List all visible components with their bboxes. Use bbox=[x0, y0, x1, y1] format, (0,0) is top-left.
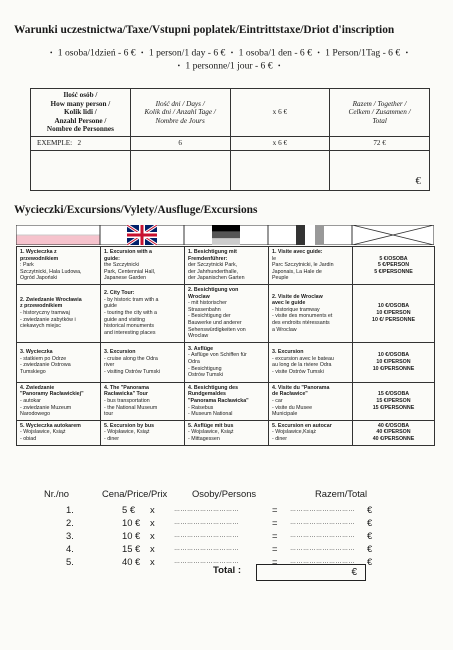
excursion-price-cell bbox=[353, 342, 435, 382]
excursion-price: 40 €/PERSON bbox=[376, 429, 411, 436]
times-sign: x bbox=[150, 543, 155, 554]
excursion-text: 5. Excursion en autocar bbox=[272, 422, 332, 429]
excursion-text: river bbox=[104, 362, 115, 369]
excursion-text: Park, Centennial Hall, bbox=[104, 268, 156, 275]
example-label: EXEMPLE: bbox=[37, 138, 73, 147]
excursion-text: "Panorama Racławicka" bbox=[188, 397, 249, 404]
persons-header-line: Kolik lidi / bbox=[64, 108, 97, 117]
excursion-text: Tumskiego bbox=[20, 368, 46, 375]
summary-row bbox=[40, 517, 440, 529]
excursion-price-cell bbox=[353, 420, 435, 445]
row-number: 1. bbox=[66, 504, 74, 515]
excursion-text: le bbox=[272, 255, 277, 262]
excursion-text: 5. Wycieczka autokarem bbox=[20, 422, 81, 429]
row-price: 40 € bbox=[122, 556, 141, 567]
summary-row bbox=[40, 530, 440, 542]
example-days-cell: 6 bbox=[130, 136, 230, 150]
excursion-row bbox=[17, 284, 435, 342]
row-euro-sign: € bbox=[367, 556, 373, 567]
persons-blank[interactable]: ………………………… bbox=[174, 559, 239, 565]
blank-total-cell[interactable] bbox=[330, 150, 430, 190]
excursion-text: Peuple bbox=[272, 275, 289, 282]
total-blank[interactable]: ………………………… bbox=[290, 559, 355, 565]
excursion-price: 10 €/PERSONNE bbox=[372, 365, 415, 372]
excursion-text: - car bbox=[272, 397, 283, 404]
excursion-text: guide and visiting bbox=[104, 316, 145, 323]
excursion-price: 10 €/OSOBA bbox=[377, 352, 410, 359]
bullet: • bbox=[49, 49, 53, 57]
excursion-price: 10 €/PERSON bbox=[376, 310, 411, 317]
excursion-text: - visite Ostrów Tumski bbox=[272, 368, 324, 375]
total-field[interactable] bbox=[256, 564, 366, 581]
bullet: • bbox=[141, 49, 144, 57]
euro-sign: € bbox=[415, 174, 421, 187]
excursion-text: 2. Besichtigung von bbox=[188, 286, 239, 293]
total-blank[interactable]: ………………………… bbox=[290, 533, 355, 539]
excursion-text: Szczytnicki, Hala Ludowa, bbox=[20, 268, 82, 275]
excursion-price: 15 €/PERSONNE bbox=[372, 404, 415, 411]
excursion-text: historical monuments bbox=[104, 323, 155, 330]
excursion-cell-en bbox=[101, 284, 185, 342]
excursion-text: tour bbox=[104, 411, 114, 418]
excursion-text: - Asflüge von Schiffen für bbox=[188, 352, 247, 359]
excursion-cell-de bbox=[185, 382, 269, 420]
row-number: 4. bbox=[66, 543, 74, 554]
days-header-line: Kolik dni / Anzahl Tage / bbox=[144, 108, 216, 117]
excursion-text: Strassenbahn bbox=[188, 306, 221, 313]
excursion-text: - touring the city with a bbox=[104, 310, 157, 317]
excursion-text: au long de la riviere Odra bbox=[272, 362, 332, 369]
excursion-text: 1. Wycieczka z bbox=[20, 249, 57, 255]
excursion-price: 10 €/ PERSONNE bbox=[372, 316, 415, 323]
excursion-text: 4. Visite du "Panorama bbox=[272, 384, 330, 391]
row-euro-sign: € bbox=[367, 530, 373, 541]
excursion-text: guide bbox=[104, 303, 117, 310]
excursion-cell-pl bbox=[17, 420, 101, 445]
excursion-text: Bauwerke und anderer bbox=[188, 319, 242, 326]
calc-blank-row bbox=[31, 150, 430, 190]
excursion-text: 2. Zwiedzanie Wrocławia bbox=[20, 296, 82, 303]
persons-blank[interactable]: ………………………… bbox=[174, 546, 239, 552]
total-label: Total : bbox=[213, 565, 242, 576]
equals-sign: = bbox=[272, 517, 278, 528]
rates-line bbox=[14, 47, 444, 73]
excursion-cell-fr bbox=[269, 284, 353, 342]
persons-header-line: Nombre de Personnes bbox=[46, 125, 114, 134]
excursion-price: 40 €/OSOBA bbox=[377, 422, 410, 429]
uk-flag-icon bbox=[100, 225, 184, 245]
excursion-cell-pl bbox=[17, 284, 101, 342]
excursion-cell-de bbox=[185, 420, 269, 445]
excursion-cell-fr bbox=[269, 382, 353, 420]
french-flag-icon bbox=[268, 225, 352, 245]
excursions-body bbox=[17, 247, 435, 446]
flags-row bbox=[16, 225, 434, 245]
days-header-line: Ilość dni / Days / bbox=[155, 99, 205, 108]
excursion-text: Japonais, La Hale de bbox=[272, 268, 322, 275]
bullet: • bbox=[230, 49, 234, 57]
excursion-text: - mit historischer bbox=[188, 300, 227, 307]
blank-persons-cell[interactable] bbox=[31, 150, 131, 190]
excursion-cell-en bbox=[101, 420, 185, 445]
excursion-cell-en bbox=[101, 342, 185, 382]
excursion-text: der Japanischen Garten bbox=[188, 275, 245, 282]
excursion-text: 4. Besichtigung des bbox=[188, 384, 239, 391]
excursion-text: - Museum National bbox=[188, 411, 233, 418]
example-persons-cell bbox=[31, 136, 131, 150]
excursion-text: and interesting places bbox=[104, 329, 156, 336]
excursion-text: - Besichtigung der bbox=[188, 313, 231, 320]
row-price: 10 € bbox=[122, 517, 141, 528]
excursions-title: Wycieczki/Excursions/Vylety/Ausfluge/Excursions bbox=[14, 204, 258, 216]
excursion-text: - zwiedzanie zabytków i bbox=[20, 316, 76, 323]
bullet: • bbox=[317, 49, 320, 57]
excursion-cell-fr bbox=[269, 342, 353, 382]
excursion-text: z przewodnikiem bbox=[20, 303, 63, 310]
excursion-text: 2. Visite de Wroclaw bbox=[272, 293, 323, 300]
calculation-table bbox=[30, 88, 430, 191]
equals-sign: = bbox=[272, 543, 278, 554]
german-flag-icon bbox=[184, 225, 268, 245]
excursion-text: Rundgemaldes bbox=[188, 391, 226, 398]
equals-sign: = bbox=[272, 556, 278, 567]
excursion-price: 15 €/PERSON bbox=[376, 397, 411, 404]
excursion-text: - Wojslawice,Książ bbox=[272, 429, 317, 436]
excursion-text: Municipale bbox=[272, 411, 298, 418]
excursion-text: - Mittagessen bbox=[188, 435, 220, 442]
excursion-text: a Wroclaw bbox=[272, 326, 297, 333]
row-price: 10 € bbox=[122, 530, 141, 541]
excursion-text: - zwiedzanie Ostrowa bbox=[20, 362, 71, 369]
persons-header-line: Ilość osób / bbox=[63, 91, 98, 99]
bullet: • bbox=[277, 61, 281, 70]
excursion-row bbox=[17, 247, 435, 285]
excursion-text: : Park bbox=[20, 262, 34, 269]
excursions-table bbox=[16, 246, 435, 446]
excursion-text: 1. Visite avec guide: bbox=[272, 249, 323, 255]
equals-sign: = bbox=[272, 504, 278, 515]
polish-flag-icon bbox=[16, 225, 100, 245]
excursion-text: Wroclaw bbox=[188, 333, 209, 340]
excursion-price: 5 €/PERSON bbox=[377, 262, 410, 269]
total-blank[interactable]: ………………………… bbox=[290, 520, 355, 526]
excursion-text: avec le guide bbox=[272, 300, 306, 307]
excursion-cell-fr bbox=[269, 247, 353, 285]
persons-header bbox=[31, 89, 131, 137]
total-header-line: Total bbox=[372, 116, 387, 125]
excursion-text: de Racławice" bbox=[272, 391, 308, 398]
excursion-text: the Szczytnicki bbox=[104, 262, 140, 269]
excursion-text: der Jahrhunderthalle, bbox=[188, 268, 239, 275]
calc-header-row bbox=[31, 89, 430, 137]
excursion-text: - historique tramway bbox=[272, 306, 320, 313]
example-persons-value: 2 bbox=[77, 138, 82, 147]
excursion-text: Parc Szczytnicki, le Jardin bbox=[272, 262, 334, 269]
excursion-text: - historyczny tramwaj bbox=[20, 310, 70, 317]
rate-en: 1 person/1 day - 6 € bbox=[148, 47, 226, 59]
excursion-text: Fremdenführer: bbox=[188, 255, 228, 262]
excursion-text: 5. Excursion by bus bbox=[104, 422, 155, 429]
excursion-text: - excursion avec le bateau bbox=[272, 355, 334, 362]
persons-header-line: How many person / bbox=[50, 99, 111, 108]
excursion-text: - Wojslawice, Książ bbox=[20, 429, 66, 436]
excursion-cell-en bbox=[101, 382, 185, 420]
row-number: 5. bbox=[66, 556, 74, 567]
participation-terms-title: Warunki uczestnictwa/Taxe/Vstupni poplatek/Eintrittstaxe/Driot d'inscription bbox=[14, 24, 395, 36]
excursion-row bbox=[17, 342, 435, 382]
summary-total-header: Razem/Total bbox=[315, 488, 368, 499]
excursion-cell-pl bbox=[17, 247, 101, 285]
blank-multiplier-cell[interactable] bbox=[230, 150, 330, 190]
total-blank[interactable]: ………………………… bbox=[290, 546, 355, 552]
rate-de: 1 Person/1Tag - 6 € bbox=[325, 47, 401, 59]
excursion-text: "Panoramy Racławickiej" bbox=[20, 391, 84, 398]
total-euro-sign: € bbox=[351, 567, 357, 578]
excursion-text: - autokar bbox=[20, 397, 41, 404]
equals-sign: = bbox=[272, 530, 278, 541]
excursion-text: 1. Excursion with a bbox=[104, 249, 152, 255]
excursion-text: - visiting Ostrów Tumski bbox=[104, 368, 160, 375]
excursion-text: des endroits ntéressants bbox=[272, 319, 330, 326]
bullet: • bbox=[177, 61, 181, 70]
days-header bbox=[130, 89, 230, 137]
times-sign: x bbox=[150, 556, 155, 567]
excursion-price: 40 €/PERSONNE bbox=[372, 435, 415, 442]
persons-header-line: Anzahl Persone / bbox=[54, 116, 107, 125]
persons-blank[interactable]: ………………………… bbox=[174, 533, 239, 539]
excursion-cell-en bbox=[101, 247, 185, 285]
excursion-text: 2. City Tour: bbox=[104, 290, 135, 297]
excursion-cell-de bbox=[185, 247, 269, 285]
excursion-price-cell bbox=[353, 382, 435, 420]
row-euro-sign: € bbox=[367, 517, 373, 528]
excursion-text: przewodnikiem bbox=[20, 255, 59, 262]
row-price: 15 € bbox=[122, 543, 141, 554]
excursion-text: ciekawych miejsc bbox=[20, 323, 61, 330]
excursion-text: 3. Excursion bbox=[272, 349, 304, 356]
bullet: • bbox=[405, 49, 409, 57]
excursion-price: 5 €/PERSONNE bbox=[374, 268, 413, 275]
excursion-text: - Raisebus bbox=[188, 404, 214, 411]
row-number: 2. bbox=[66, 517, 74, 528]
example-multiplier-cell: x 6 € bbox=[230, 136, 330, 150]
excursion-text: 3. Asflüge bbox=[188, 345, 214, 352]
excursion-price: 15 €/OSOBA bbox=[377, 391, 410, 398]
excursion-text: - statkiem po Odrze bbox=[20, 355, 67, 362]
times-sign: x bbox=[150, 517, 155, 528]
excursion-text: 1. Besichtigung mit bbox=[188, 249, 237, 255]
excursion-text: - diner bbox=[104, 435, 120, 442]
total-header-line: Celkem / Zusammen / bbox=[348, 108, 411, 117]
excursion-text: - obiad bbox=[20, 435, 37, 442]
blank-days-cell[interactable] bbox=[130, 150, 230, 190]
excursion-price: 10 €/OSOBA bbox=[377, 303, 410, 310]
excursion-text: - cruise along the Odra bbox=[104, 355, 158, 362]
row-euro-sign: € bbox=[367, 543, 373, 554]
excursion-text: Ogród Japoński bbox=[20, 275, 58, 282]
example-total-cell: 72 € bbox=[330, 136, 430, 150]
summary-row bbox=[40, 543, 440, 555]
times-sign: x bbox=[150, 504, 155, 515]
excursion-text: der Szczytnicki Park, bbox=[188, 262, 238, 269]
total-blank[interactable]: ………………………… bbox=[290, 507, 355, 513]
days-header-line: Nombre de Jours bbox=[155, 116, 205, 125]
excursion-text: - bus transportation bbox=[104, 397, 150, 404]
excursion-text: Wroclaw bbox=[188, 293, 210, 300]
row-price: 5 € bbox=[122, 504, 136, 515]
excursion-text: - Wojsławice, Książ bbox=[104, 429, 150, 436]
excursion-text: - visite des monuments et bbox=[272, 313, 333, 320]
total-header-line: Razem / Together / bbox=[352, 99, 407, 108]
persons-blank[interactable]: ………………………… bbox=[174, 507, 239, 513]
times-sign: x bbox=[150, 530, 155, 541]
summary-price-header: Cena/Price/Prix bbox=[102, 488, 168, 499]
excursion-text: - zwiedzanie Muzeum bbox=[20, 404, 72, 411]
excursion-price-cell bbox=[353, 284, 435, 342]
excursion-cell-de bbox=[185, 284, 269, 342]
excursion-text: Narodowego bbox=[20, 411, 51, 418]
rate-fr: 1 personne/1 jour - 6 € bbox=[185, 60, 273, 72]
excursion-text: 3. Excursion bbox=[104, 349, 136, 356]
excursion-price: 10 €/PERSON bbox=[376, 358, 411, 365]
summary-persons-header: Osoby/Persons bbox=[192, 488, 257, 499]
excursion-text: Odra bbox=[188, 358, 200, 365]
rate-cz: 1 osoba/1 den - 6 € bbox=[238, 47, 312, 59]
excursion-text: 5. Asflüge mit bus bbox=[188, 422, 234, 429]
total-header bbox=[330, 89, 430, 137]
excursion-text: - by historic tram with a bbox=[104, 296, 159, 303]
excursion-text: Japanese Garden bbox=[104, 275, 147, 282]
multiplier-header: x 6 € bbox=[230, 89, 330, 137]
excursion-text: - Wojslawice, Książ bbox=[188, 429, 234, 436]
excursion-text: 4. Zwiedzanie bbox=[20, 384, 55, 391]
excursion-cell-pl bbox=[17, 342, 101, 382]
excursion-cell-pl bbox=[17, 382, 101, 420]
excursion-price: 5 €/OSOBA bbox=[379, 255, 408, 262]
excursion-row bbox=[17, 420, 435, 445]
excursion-text: 4. The "Panorama bbox=[104, 384, 149, 391]
row-number: 3. bbox=[66, 530, 74, 541]
persons-blank[interactable]: ………………………… bbox=[174, 520, 239, 526]
rate-pl: 1 osoba/1dzień - 6 € bbox=[57, 47, 136, 59]
summary-no-header: Nr./no bbox=[44, 488, 70, 499]
excursion-text: Sehenswürdigkeiten von bbox=[188, 326, 246, 333]
excursion-row bbox=[17, 382, 435, 420]
excursion-cell-fr bbox=[269, 420, 353, 445]
excursion-text: guide: bbox=[104, 255, 120, 262]
excursion-text: Ostrów Tumski bbox=[188, 372, 224, 379]
excursion-text: - Besichtigung bbox=[188, 365, 222, 372]
excursion-text: - visite du Musee bbox=[272, 404, 313, 411]
excursion-text: 3. Wycieczka bbox=[20, 349, 53, 356]
excursion-text: - the National Museum bbox=[104, 404, 158, 411]
summary-row bbox=[40, 504, 440, 516]
excursion-text: Racławicka" Tour bbox=[104, 391, 148, 398]
excursion-text: - diner bbox=[272, 435, 288, 442]
excursion-price-cell bbox=[353, 247, 435, 285]
czech-flag-icon bbox=[352, 225, 434, 245]
excursion-cell-de bbox=[185, 342, 269, 382]
calc-example-row bbox=[31, 136, 430, 150]
row-euro-sign: € bbox=[367, 504, 373, 515]
